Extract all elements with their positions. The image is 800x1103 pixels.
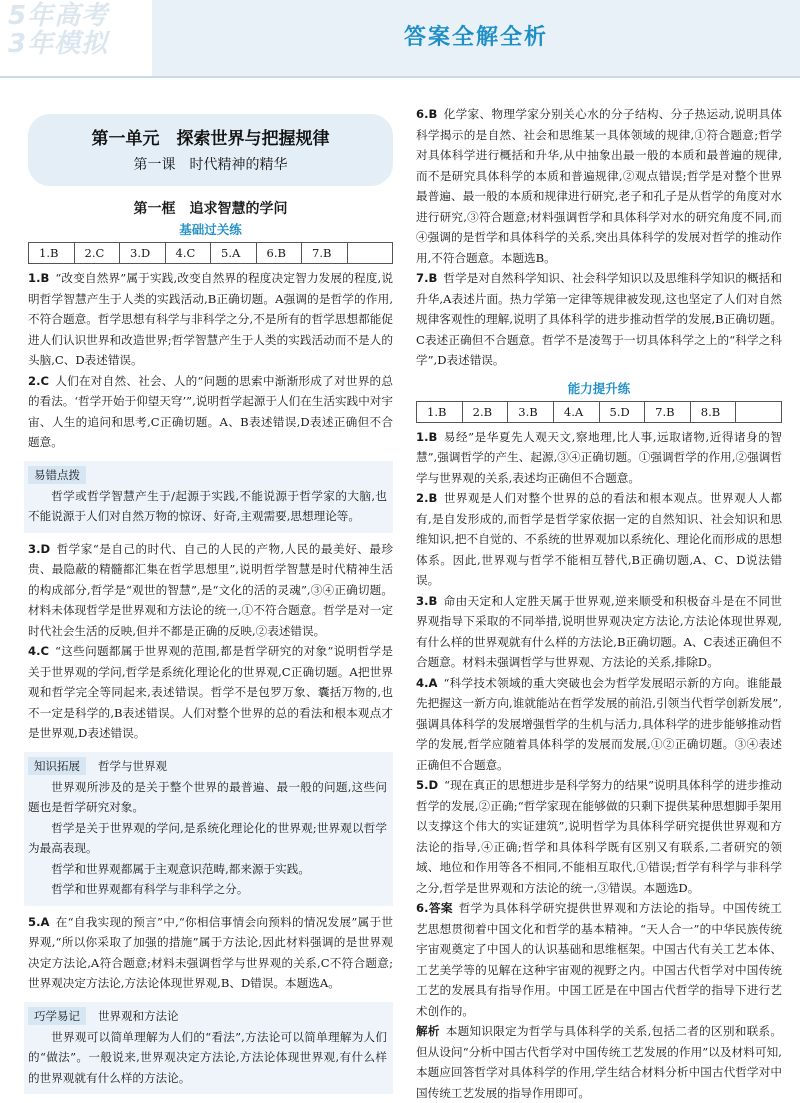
answer-cell: [736, 402, 781, 422]
explanation-text: 易经”是华夏先人观天文,察地理,比人事,远取诸物,近得诸身的智慧”,强调哲学的产生、起源,③④正确切题。①强调哲学的作用,②强调哲学与世界观的关系,表述均正确但不合题意。: [416, 429, 782, 485]
answer-cell: 1.B: [29, 243, 75, 263]
explanation-text: 哲学为具体科学研究提供世界观和方法论的指导。中国传统工艺思想贯彻着中国文化和哲学的基本精神。“天人合一”的中华民族传统宇宙观奠定了中国人的认识基础和思维框架。中国古代有关工艺本体、工艺美学等的见解在这种宇宙观的视野之内。中国古代哲学对中国传统工艺的发展具有指导作用。中国工匠是在中国古代哲学的指导下进行艺术创作的。: [416, 901, 782, 1018]
explanation-text: 命由天定和人定胜天属于世界观,逆来顺受和积极奋斗是在不同世界观指导下采取的不同举措,说明世界观决定方法论,方法论体现世界观,有什么样的世界观就有什么样的方法论,B正确切题。A、C表述正确但不合题意。材料未强调哲学与世界观、方法论的关系,排除D。: [416, 593, 782, 669]
logo-line-2: 3年模拟: [8, 29, 109, 59]
tip-tag: 易错点拨: [28, 466, 86, 484]
logo-line-1: 5年高考: [8, 1, 109, 31]
question-number: 1.B: [28, 271, 50, 285]
answer-cell: [348, 243, 393, 263]
answer-explanation: [416, 775, 782, 898]
explanation-text: “这些问题都属于世界观的范围,都是哲学研究的对象”说明哲学是关于世界观的学问,哲学是系统化理论化的世界观,C正确切题。A把世界观和哲学完全等同起来,表述错误。哲学不是包罗万象、囊括万物的,也不一定是科学的,B表述错误。人们对整个世界的总的看法和根本观点才是世界观,D表述错误。: [28, 644, 393, 740]
question-number: 3.B: [416, 593, 438, 608]
answer-cell: 7.B: [302, 243, 348, 263]
answer-cell: 8.B: [691, 402, 737, 422]
explanation-text: 哲学家“是自己的时代、自己的人民的产物,人民的最美好、最珍贵、最隐蔽的精髓都汇集在哲学思想里”,说明哲学智慧是时代精神生活的构成部分,哲学是“观世的智慧”,是“文化的活的灵魂”,③④正确切题。材料未体现哲学是世界观和方法论的统一,①不符合题意。哲学是对一定时代社会生活的反映,但并不都是正确的反映,②表述错误。: [28, 541, 393, 638]
question-number: 2.B: [416, 491, 438, 505]
answer-explanation: [28, 539, 393, 642]
question-number: 4.C: [28, 644, 49, 658]
explanation-text: “现在真正的思想进步是科学努力的结果”说明具体科学的进步推动哲学的发展,②正确;“哲学家现在能够做的只剩下提供某种思想脚手架用以支撑这个伟大的实证建筑”,说明哲学为具体科学研究提供世界观和方法论的指导,④正确;哲学和具体科学既有区别又有联系,二者研究的领域、地位和作用等各不相同,不能相互取代,①错误;哲学有科学与非科学之分,哲学是世界观和方法论的统一,③错误。本题选D。: [416, 778, 782, 895]
question-number: 2.C: [28, 373, 49, 388]
question-number: 7.B: [416, 271, 438, 285]
tip-text: 世界观可以简单理解为人们的“看法”,方法论可以简单理解为人们的“做法”。一般说来,世界观决定方法论,方法论体现世界观,有什么样的世界观就有什么样的方法论。: [28, 1029, 387, 1085]
answer-cell: 6.B: [257, 243, 303, 263]
answer-cell: 3.B: [508, 402, 554, 422]
answer-cell: 2.C: [75, 243, 121, 263]
right-column: [416, 104, 782, 1103]
answer-key-table: [416, 401, 782, 423]
explanation-text: 在“自我实现的预言”中,“你相信事情会向预料的情况发展”属于世界观,“所以你采取了加强的措施”属于方法论,因此材料强调的是世界观决定方法论,A符合题意;材料未强调哲学与世界观的关系,C不符合题意;世界观决定方法论,方法论体现世界观,B、D错误。本题选A。: [28, 914, 393, 990]
answer-cell: 3.D: [120, 243, 166, 263]
answer-cell: 5.D: [600, 402, 646, 422]
question-number: 4.A: [416, 675, 438, 690]
analysis-text: 本题知识限定为哲学与具体科学的关系,包括二者的区别和联系。但从设问“分析中国古代哲学对中国传统工艺发展的作用”以及材料可知,本题应回答哲学对具体科学的作用,学生结合材料分析中国古代哲学对中国传统工艺发展的指导作用即可。: [416, 1024, 782, 1100]
answer-cell: 7.B: [645, 402, 691, 422]
question-number: 3.D: [28, 541, 51, 556]
answer-cell: 5.A: [211, 243, 257, 263]
explanation-text: “改变自然界”属于实践,改变自然界的程度决定智力发展的程度,说明哲学智慧产生于人类的实践活动,B正确切题。A强调的是哲学的作用,不符合题意。哲学思想有科学与非科学之分,不是所有的哲学思想都能促进人们认识世界和改造世界;哲学智慧产生于人类的实践活动而不是人的头脑,C、D表述错误。: [28, 271, 393, 367]
left-column: [28, 104, 393, 1100]
question-number: 5.D: [416, 778, 439, 792]
answer-explanation: [28, 371, 393, 453]
page-header: [0, 0, 800, 76]
tip-box-memory: [24, 1002, 393, 1095]
header-band: [152, 0, 800, 76]
section-title-advanced: 能力提升练: [567, 380, 631, 396]
answer-explanation: [416, 673, 782, 776]
answer-explanation: [416, 268, 782, 371]
explanation-text: 世界观是人们对整个世界的总的看法和根本观点。世界观人人都有,是自发形成的,而哲学是哲学家依据一定的自然知识、社会知识和思维知识,把不自觉的、不系统的世界观加以系统化、理论化而形成的思想体系。因此,世界观与哲学不能相互替代,B正确切题,A、C、D说法错误。: [416, 491, 782, 587]
book-series-logo: [8, 0, 148, 64]
explanation-text: 哲学是对自然科学知识、社会科学知识以及思维科学知识的概括和升华,A表述片面。热力学第一定律等规律被发现,这也坚定了人们对自然规律客观性的理解,说明了具体科学的进步推动哲学的发展,B正确切题。C表述正确但不合题意。哲学不是凌驾于一切具体科学之上的“科学之科学”,D表述错误。: [416, 271, 782, 367]
lesson-title: 第一课 时代精神的精华: [133, 157, 288, 173]
frame-title: 第一框 追求智慧的学问: [133, 201, 288, 217]
answer-cell: 4.A: [554, 402, 600, 422]
question-number: 6.B: [416, 107, 438, 121]
answer-explanation: [416, 104, 782, 268]
answer-explanation: [28, 912, 393, 994]
tip-text: 世界观所涉及的是关于整个世界的最普遍、最一般的问题,这些问题也是哲学研究对象。: [28, 779, 387, 814]
explanation-text: “科学技术领域的重大突破也会为哲学发展昭示新的方向。谁能最先把握这一新方向,谁就能站在哲学发展的前沿,引领当代哲学创新发展”,强调具体科学的发展增强哲学的生机与活力,具体科学的进步能够推动哲学的发展,哲学应随着具体科学的发展而发展,①②正确切题。③④表述正确但不合题意。: [416, 675, 782, 772]
question-number: 6.答案: [416, 901, 453, 915]
answer-explanation: [28, 268, 393, 371]
answer-explanation: [416, 591, 782, 673]
tip-tag: 知识拓展: [28, 757, 86, 775]
tip-text: 哲学和世界观都有科学与非科学之分。: [51, 882, 249, 896]
page-title: 答案全解全析: [403, 25, 548, 50]
tip-subtitle: 哲学与世界观: [98, 758, 167, 773]
tip-box-common-errors: [24, 461, 393, 533]
tip-text: 哲学或哲学智慧产生于/起源于实践,不能说源于哲学家的大脑,也不能说源于人们对自然万物的惊讶、好奇,主观需要,思想理论等。: [28, 488, 387, 523]
analysis-label: 解析: [416, 1024, 440, 1038]
section-title-basic: 基础过关练: [179, 222, 242, 237]
question-number: 1.B: [416, 429, 438, 444]
tip-text: 哲学是关于世界观的学问,是系统化理论化的世界观;世界观以哲学为最高表现。: [28, 820, 387, 855]
tip-text: 哲学和世界观都属于主观意识范畴,都来源于实践。: [51, 861, 310, 876]
unit-banner: [28, 114, 393, 186]
answer-cell: 4.C: [166, 243, 212, 263]
answer-explanation: [416, 898, 782, 1021]
answer-explanation: [416, 427, 782, 489]
explanation-text: 化学家、物理学家分别关心水的分子结构、分子热运动,说明具体科学揭示的是自然、社会和思维某一具体领域的规律,①符合题意;哲学对具体科学进行概括和升华,从中抽象出最一般的本质和最普遍的规律,而不是研究具体科学的本质和普遍规律,②观点错误;哲学是对整个世界最普遍、最一般的本质和规律进行研究,老子和孔子是从哲学的角度对水进行研究,③符合题意;材料强调哲学和具体科学对水的研究角度不同,而④强调的是哲学和具体科学的关系,突出具体科学的发展对哲学的推动作用,不符合题意。本题选B。: [416, 107, 782, 265]
answer-key-table: [28, 242, 393, 264]
unit-title: 第一单元 探索世界与把握规律: [91, 129, 330, 149]
question-number: 5.A: [28, 914, 50, 929]
explanation-text: 人们在对自然、社会、人的“问题的思索中渐渐形成了对世界的总的看法。‘哲学开始于仰望天穹’”,说明哲学起源于人们在生活实践中对宇宙、人生的追问和思考,C正确切题。A、B表述错误,D表述正确但不合题意。: [28, 373, 393, 449]
answer-cell: 1.B: [417, 402, 463, 422]
tip-subtitle: 世界观和方法论: [98, 1008, 179, 1023]
analysis-note: [416, 1021, 782, 1103]
answer-explanation: [28, 641, 393, 744]
header-divider: [0, 76, 800, 78]
tip-tag: 巧学易记: [28, 1007, 86, 1025]
tip-box-knowledge-extension: [24, 752, 393, 906]
answer-explanation: [416, 488, 782, 591]
answer-cell: 2.B: [463, 402, 509, 422]
